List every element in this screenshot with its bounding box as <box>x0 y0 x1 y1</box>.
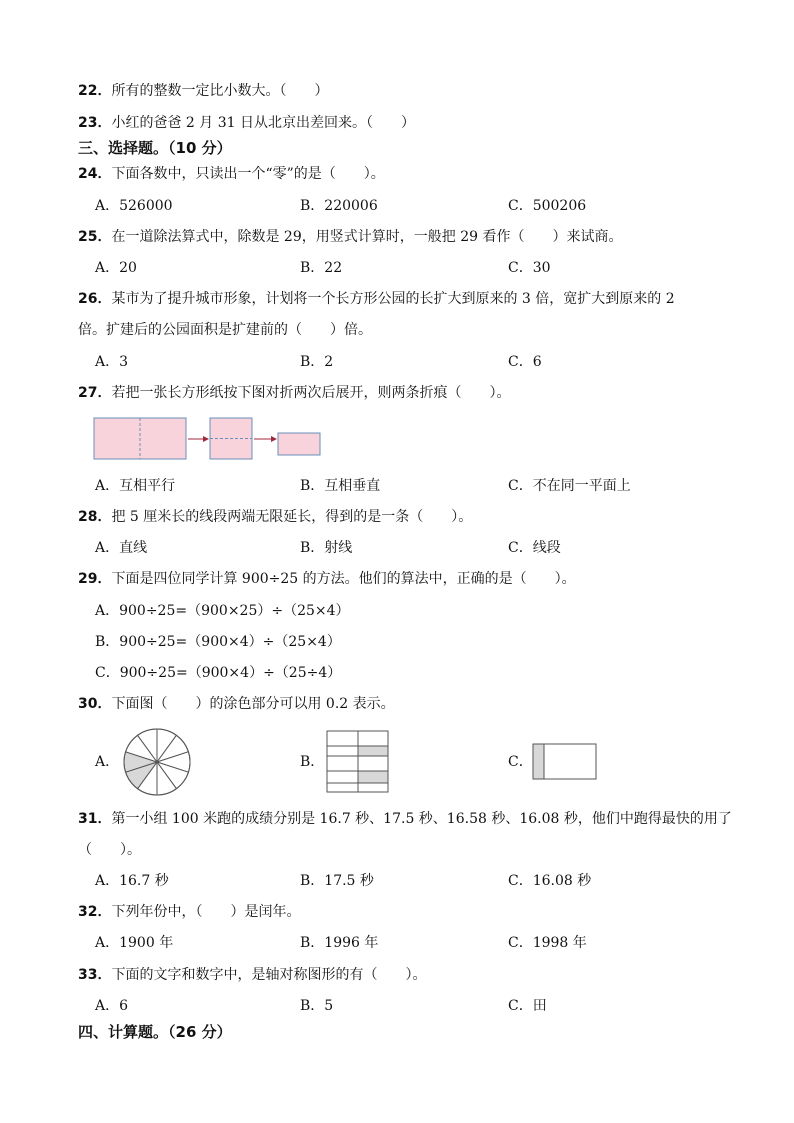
question-text: 把 5 厘米长的线段两端无限延长，得到的是一条（ ）。 <box>111 509 473 525</box>
option-b[interactable]: B．900÷25=（900×4）÷（25×4） <box>95 634 341 650</box>
question-text: 下面是四位同学计算 900÷25 的方法。他们的算法中，正确的是（ ）。 <box>111 571 576 587</box>
question-28 <box>78 507 472 527</box>
question-text: 在一道除法算式中，除数是 29，用竖式计算时，一般把 29 看作（ ）来试商。 <box>111 229 623 245</box>
question-number: 30． <box>78 696 112 712</box>
option-a[interactable]: A．直线 <box>95 540 148 556</box>
option-a[interactable]: A．20 <box>95 260 137 276</box>
question-text: 下面各数中，只读出一个“零”的是（ ）。 <box>111 166 385 182</box>
option-c[interactable]: C．900÷25=（900×4）÷（25÷4） <box>95 665 342 681</box>
question-number: 27． <box>78 385 112 401</box>
option-b[interactable]: B．2 <box>300 354 334 370</box>
option-c[interactable]: C．16.08 秒 <box>508 873 592 889</box>
option-b[interactable]: B．17.5 秒 <box>300 873 374 889</box>
question-29 <box>78 569 576 589</box>
question-text: 下列年份中，（ ）是闰年。 <box>111 904 301 920</box>
section-3-title: 三、选择题。（10 分） <box>78 139 232 157</box>
option-a[interactable]: A．900÷25=（900×25）÷（25×4） <box>95 603 350 619</box>
question-text: 下面图（ ）的涂色部分可以用 0.2 表示。 <box>111 696 395 712</box>
option-c[interactable]: C． <box>508 754 533 770</box>
question-27 <box>78 383 510 403</box>
question-24 <box>78 164 385 184</box>
option-b[interactable]: B．22 <box>300 260 343 276</box>
question-number: 28． <box>78 509 112 525</box>
question-30 <box>78 694 395 714</box>
question-32 <box>78 902 300 922</box>
option-c[interactable]: C．不在同一平面上 <box>508 478 631 494</box>
question-26-continued: 倍。扩建后的公园面积是扩建前的（ ）倍。 <box>78 322 372 338</box>
question-number: 22． <box>78 83 112 99</box>
question-number: 33． <box>78 967 112 983</box>
option-a[interactable]: A．526000 <box>95 198 173 214</box>
section-4-title: 四、计算题。（26 分） <box>78 1023 232 1041</box>
question-text: 第一小组 100 米跑的成绩分别是 16.7 秒、17.5 秒、16.58 秒、16.08 秒，他们中跑得最快的用了 <box>111 811 732 827</box>
question-33 <box>78 965 426 985</box>
option-b[interactable]: B．1996 年 <box>300 935 379 951</box>
option-a[interactable]: A．16.7 秒 <box>95 873 169 889</box>
question-number: 25． <box>78 229 112 245</box>
grid-shaded-cell-2 <box>358 771 388 783</box>
option-a[interactable]: A．3 <box>95 354 129 370</box>
option-c[interactable]: C．田 <box>508 998 547 1014</box>
folding-diagram <box>90 414 330 464</box>
rectangle-shaded-part <box>533 744 544 779</box>
question-22 <box>78 81 328 101</box>
grid-figure <box>325 729 391 795</box>
option-c[interactable]: C．线段 <box>508 540 561 556</box>
question-26 <box>78 289 675 309</box>
option-b[interactable]: B． <box>300 754 325 770</box>
circle-figure <box>120 727 194 797</box>
question-number: 24． <box>78 166 112 182</box>
question-23 <box>78 113 415 133</box>
paper-folded-twice <box>278 433 320 455</box>
question-text: 下面的文字和数字中，是轴对称图形的有（ ）。 <box>111 967 427 983</box>
question-31-continued: （ ）。 <box>78 842 141 858</box>
question-number: 32． <box>78 904 112 920</box>
option-c[interactable]: C．1998 年 <box>508 935 587 951</box>
question-number: 23． <box>78 115 112 131</box>
option-a[interactable]: A．6 <box>95 998 129 1014</box>
option-a[interactable]: A．1900 年 <box>95 935 174 951</box>
arrow-head-2 <box>271 436 277 442</box>
question-text: 所有的整数一定比小数大。（ ） <box>111 83 329 99</box>
option-a[interactable]: A．互相平行 <box>95 478 176 494</box>
question-number: 29． <box>78 571 112 587</box>
question-text: 若把一张长方形纸按下图对折两次后展开，则两条折痕（ ）。 <box>111 385 511 401</box>
question-number: 26． <box>78 291 112 307</box>
arrow-head-1 <box>203 436 209 442</box>
option-b[interactable]: B．220006 <box>300 198 378 214</box>
option-b[interactable]: B．互相垂直 <box>300 478 381 494</box>
option-b[interactable]: B．射线 <box>300 540 353 556</box>
option-b[interactable]: B．5 <box>300 998 334 1014</box>
grid-shaded-cell-1 <box>358 746 388 756</box>
option-c[interactable]: C．6 <box>508 354 542 370</box>
question-31 <box>78 809 732 829</box>
question-text: 小红的爸爸 2 月 31 日从北京出差回来。（ ） <box>111 115 416 131</box>
question-number: 31． <box>78 811 112 827</box>
option-a[interactable]: A． <box>95 754 120 770</box>
option-c[interactable]: C．500206 <box>508 198 587 214</box>
option-c[interactable]: C．30 <box>508 260 551 276</box>
question-text: 某市为了提升城市形象，计划将一个长方形公园的长扩大到原来的 3 倍，宽扩大到原来的 2 <box>111 291 675 307</box>
rectangle-figure <box>531 742 599 782</box>
question-25 <box>78 227 622 247</box>
